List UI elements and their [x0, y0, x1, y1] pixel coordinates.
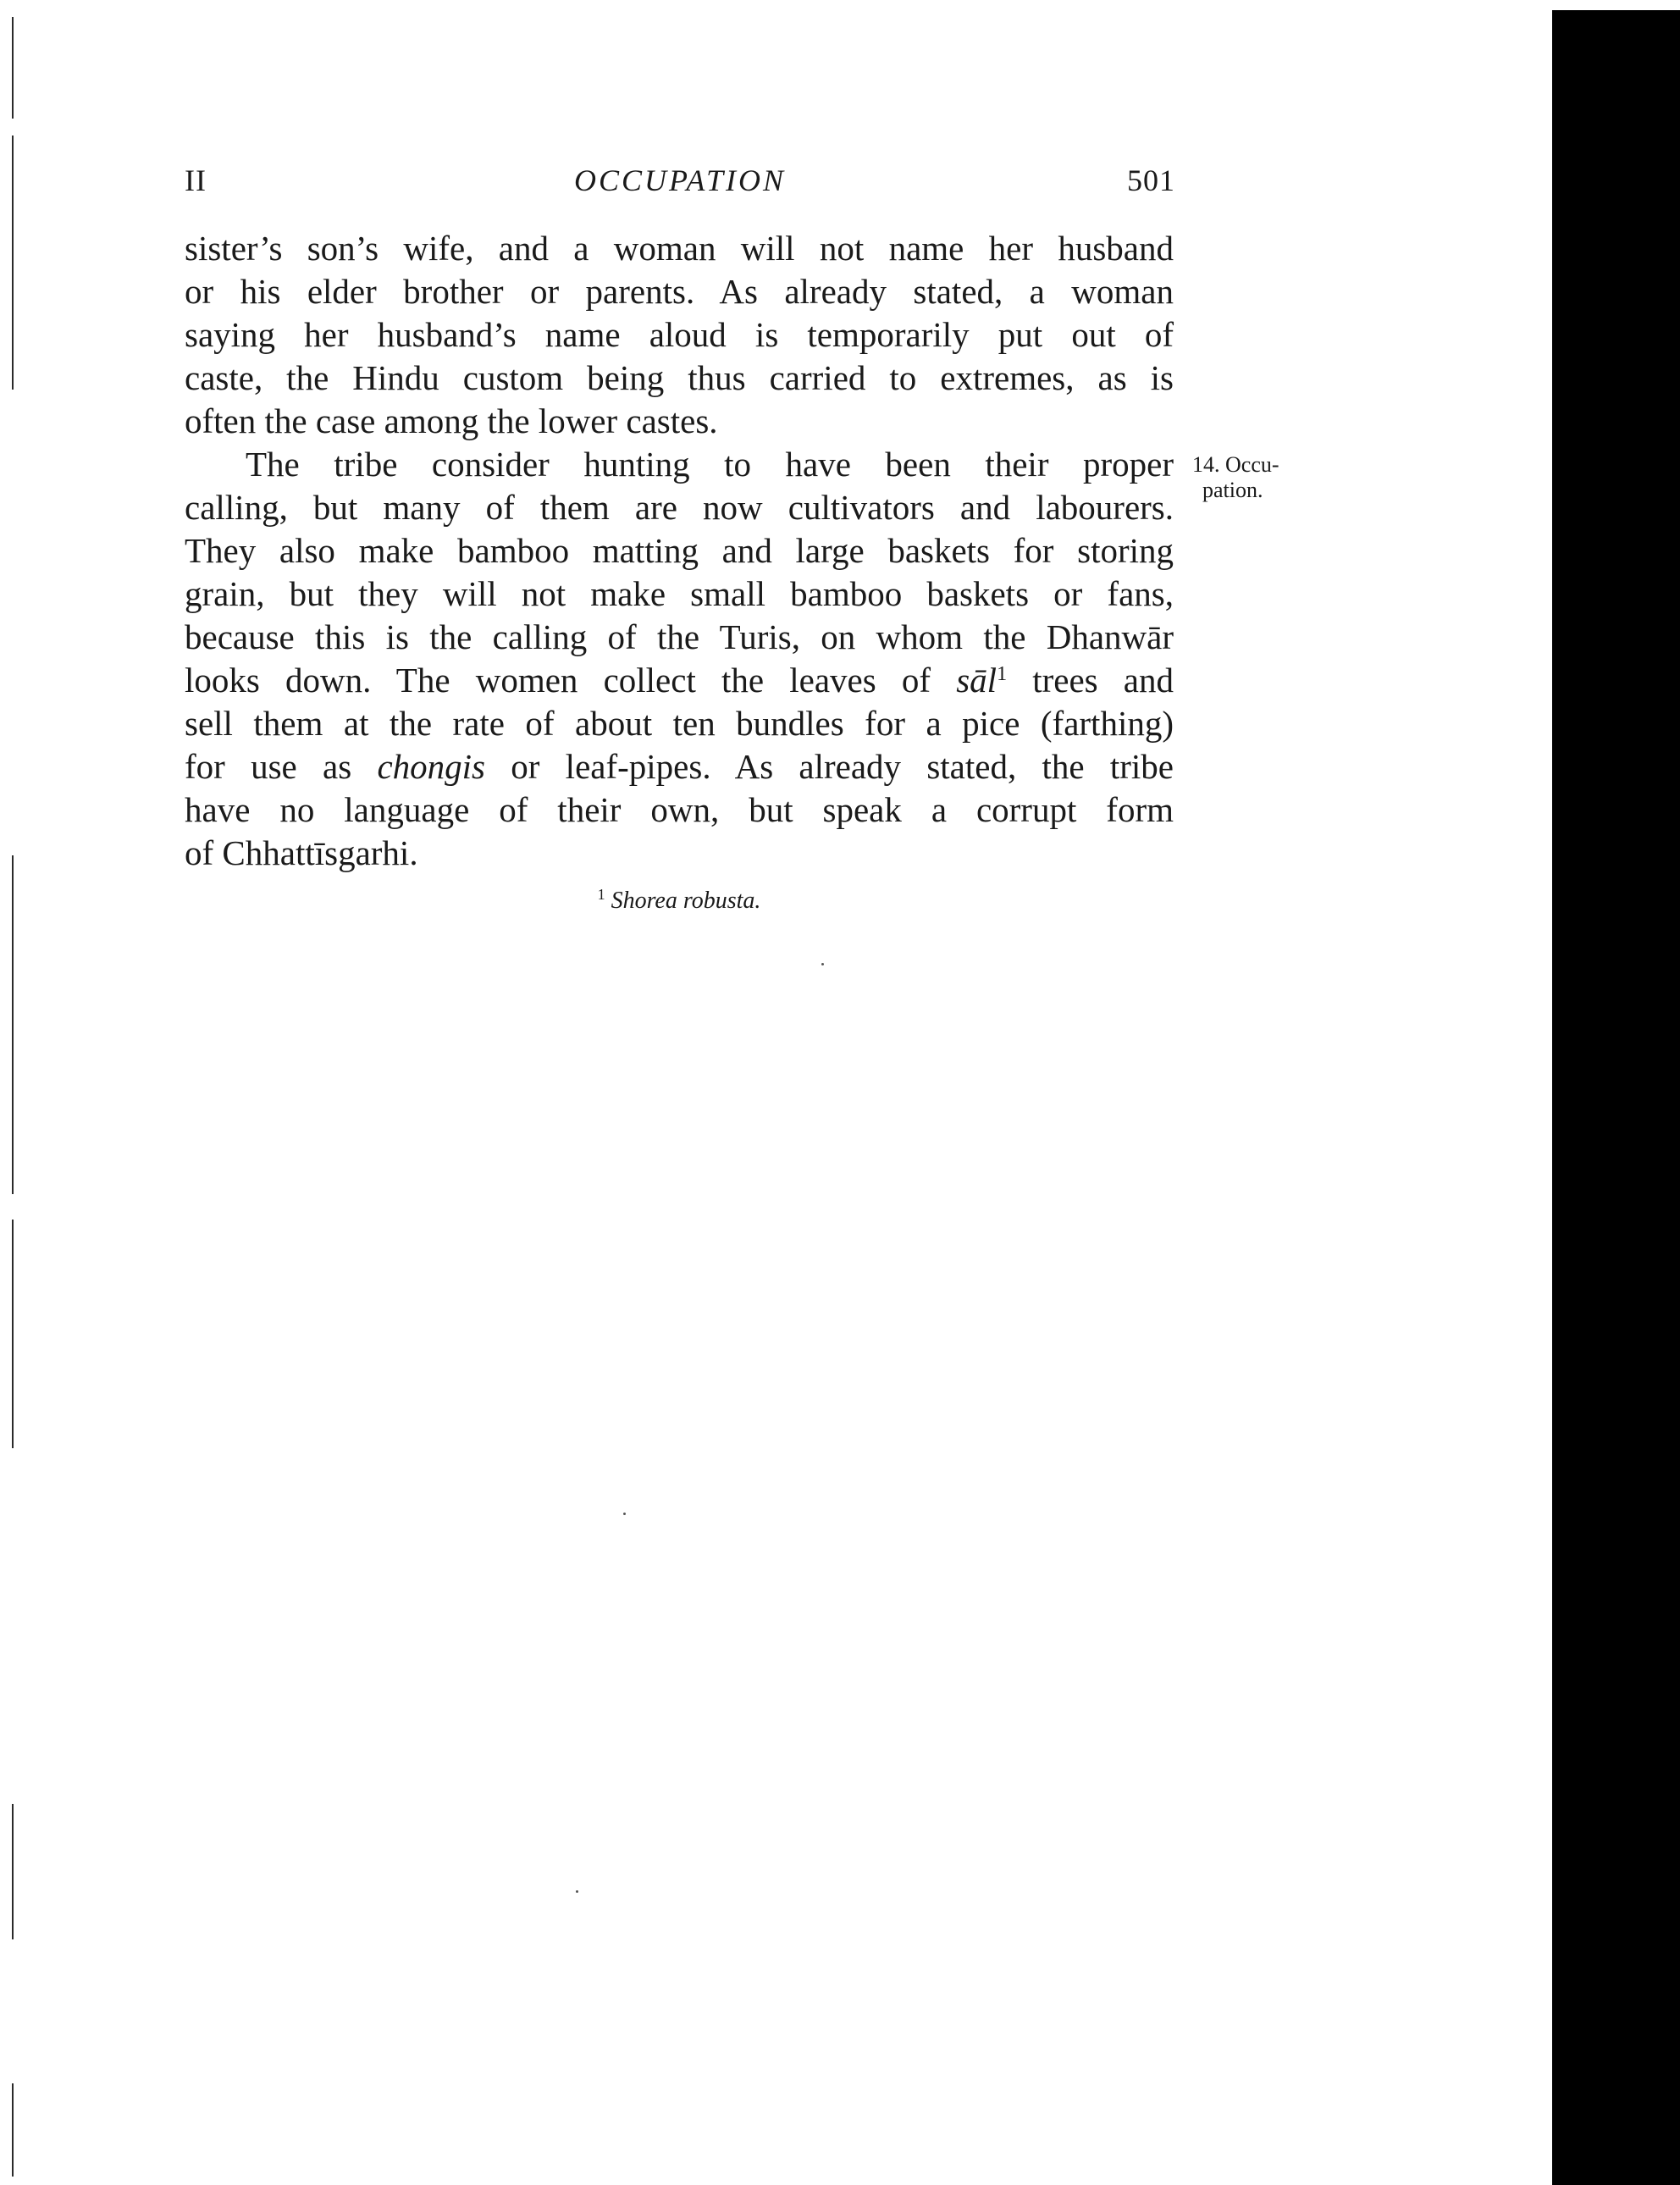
footnote	[185, 888, 1174, 915]
scan-edge-line	[12, 1804, 14, 1939]
italic-term-sal: sāl	[956, 661, 998, 700]
scan-speck	[821, 963, 824, 965]
scan-edge-line	[12, 2083, 14, 2177]
text-segment: trees and	[1007, 661, 1174, 700]
text-segment: or leaf-pipes. As already stated, the tribe	[484, 747, 1174, 786]
running-head	[185, 163, 1175, 207]
marginal-note-line: pation.	[1202, 478, 1263, 502]
scan-speck	[576, 1890, 578, 1893]
text-line	[185, 745, 1174, 788]
running-title: OCCUPATION	[573, 163, 787, 197]
text-segment: for use as	[185, 747, 378, 786]
italic-term-chongis: chongis	[377, 747, 485, 786]
section-numeral: II	[185, 163, 207, 197]
text-line: or his elder brother or parents. As already stated, a woman	[185, 272, 1174, 311]
body-text	[185, 227, 1174, 875]
scan-edge-line	[12, 1220, 14, 1448]
text-line: of Chhattīsgarhi.	[185, 833, 418, 872]
page-number: 501	[1127, 163, 1175, 197]
text-line: caste, the Hindu custom being thus carried to extremes, as is	[185, 358, 1174, 397]
scan-edge-line	[12, 855, 14, 1194]
footnote-marker: 1	[597, 886, 605, 903]
text-line: have no language of their own, but speak a corrupt form	[185, 790, 1174, 829]
text-line	[185, 659, 1174, 702]
text-segment: looks down. The women collect the leaves of	[185, 661, 957, 700]
text-line: They also make bamboo matting and large baskets for storing	[185, 531, 1174, 570]
text-line: calling, but many of them are now cultivators and labourers.	[185, 488, 1174, 527]
text-line: The tribe consider hunting to have been their proper	[246, 445, 1174, 484]
marginal-note-line: 14. Occu-	[1192, 452, 1279, 477]
scan-speck	[623, 1513, 626, 1515]
text-line: sister’s son’s wife, and a woman will not name her husband	[185, 229, 1174, 268]
scan-edge-line	[12, 136, 14, 390]
text-line: saying her husband’s name aloud is temporarily put out of	[185, 315, 1174, 354]
text-line: grain, but they will not make small bamboo baskets or fans,	[185, 574, 1174, 613]
text-line: often the case among the lower castes.	[185, 401, 718, 440]
scan-black-margin	[1552, 10, 1680, 2185]
scan-edge-line	[12, 17, 14, 119]
footnote-reference: 1	[997, 663, 1008, 685]
marginal-note	[1192, 452, 1311, 503]
text-line: sell them at the rate of about ten bundles for a pice (farthing)	[185, 704, 1174, 743]
footnote-text: Shorea robusta.	[611, 888, 761, 914]
text-line: because this is the calling of the Turis, on whom the Dhanwār	[185, 617, 1174, 656]
